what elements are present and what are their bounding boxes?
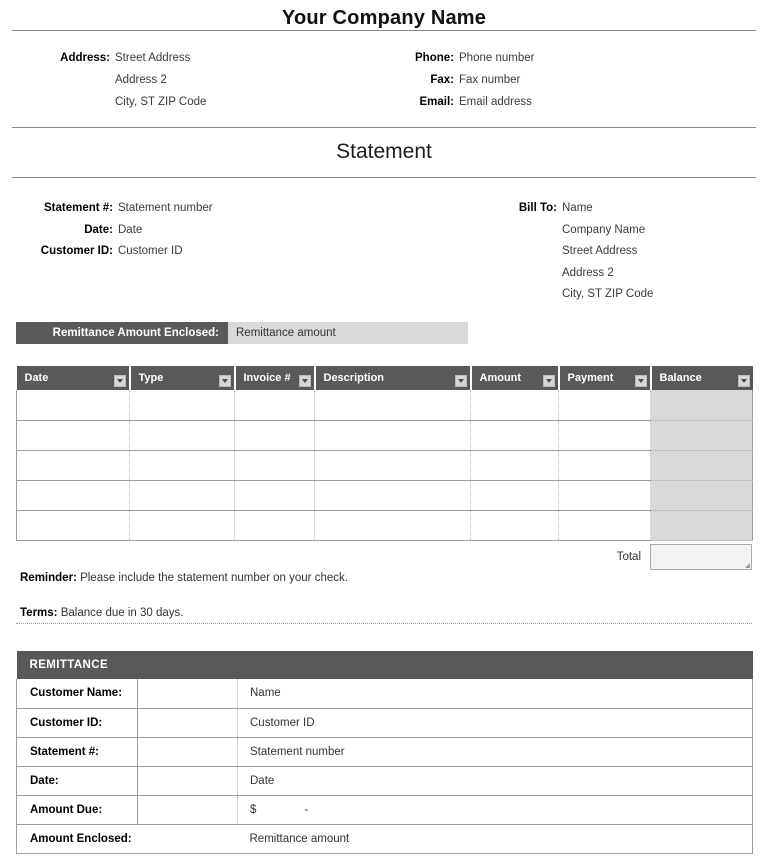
fax-value: Fax number [459,74,521,86]
cell-balance[interactable] [651,420,753,450]
remittance-table [16,651,753,854]
address-line-3: City, ST ZIP Code [115,96,207,108]
company-contact-block [0,31,768,127]
remittance-label-amount-enclosed: Amount Enclosed: [17,824,238,853]
filter-dropdown-icon-invoice[interactable] [299,375,311,387]
statement-date-row [0,220,500,242]
cell-amount[interactable] [471,420,559,450]
remittance-enclosed-bar [16,322,468,344]
terms-line [20,606,750,621]
bill-to-row-4 [500,263,768,285]
remittance-value-amount-enclosed[interactable]: Remittance amount [238,824,753,853]
table-row[interactable] [17,480,753,510]
bill-to-spacer-3 [500,263,562,285]
remittance-label-statement-number: Statement #: [17,737,138,766]
column-header-payment[interactable] [559,366,651,390]
column-header-description[interactable] [315,366,471,390]
cell-description[interactable] [315,450,471,480]
table-row[interactable] [17,510,753,540]
remittance-row-date [17,766,753,795]
cell-type[interactable] [130,390,235,420]
cell-invoice[interactable] [235,390,315,420]
cell-date[interactable] [17,480,130,510]
cell-amount[interactable] [471,480,559,510]
cell-payment[interactable] [559,480,651,510]
remittance-row-statement-number [17,737,753,766]
statement-date-label: Date: [84,223,113,236]
cell-date[interactable] [17,510,130,540]
cell-description[interactable] [315,390,471,420]
remittance-label-customer-id: Customer ID: [17,708,138,737]
table-header-row [17,366,753,390]
remittance-label-amount-due: Amount Due: [17,795,138,824]
terms-text: Balance due in 30 days. [60,607,184,619]
cell-description[interactable] [315,510,471,540]
total-label: Total [616,550,641,563]
cell-balance[interactable] [651,510,753,540]
reminder-line [20,571,750,586]
filter-dropdown-icon-date[interactable] [114,375,126,387]
remittance-heading: REMITTANCE [17,651,753,679]
address-label-spacer [0,69,115,91]
notes-block [20,571,750,641]
total-row [16,544,752,570]
filter-dropdown-icon-payment[interactable] [635,375,647,387]
cell-payment[interactable] [559,450,651,480]
column-header-date[interactable] [17,366,130,390]
line-items-table [16,366,752,570]
cell-type[interactable] [130,450,235,480]
address-row-2 [0,69,384,91]
remittance-gap-cell [138,737,238,766]
statement-number-value[interactable]: Statement number [118,202,213,214]
email-label: Email: [419,96,454,108]
email-value: Email address [459,96,532,108]
company-contact-column [384,47,768,113]
cell-description[interactable] [315,420,471,450]
remittance-gap-cell [138,708,238,737]
reminder-text: Please include the statement number on your check. [80,572,348,584]
cell-balance[interactable] [651,450,753,480]
cell-invoice[interactable] [235,450,315,480]
cell-type[interactable] [130,510,235,540]
remittance-label-customer-name: Customer Name: [17,679,138,708]
phone-value: Phone number [459,52,535,64]
column-header-amount[interactable] [471,366,559,390]
remittance-gap-cell [138,766,238,795]
remittance-value-amount-due[interactable] [238,795,753,824]
remittance-row-customer-name [17,679,753,708]
column-label-amount: Amount [479,372,522,384]
remittance-gap-cell [138,795,238,824]
bill-to-line-5: City, ST ZIP Code [562,288,654,300]
cell-type[interactable] [130,480,235,510]
filter-dropdown-icon-amount[interactable] [543,375,555,387]
phone-label: Phone: [415,52,454,64]
cell-balance[interactable] [651,390,753,420]
company-address-column [0,47,384,113]
cell-date[interactable] [17,390,130,420]
statement-fields-column [0,198,500,306]
table-row[interactable] [17,450,753,480]
address-label-spacer-2 [0,91,115,113]
statement-number-label: Statement #: [43,202,113,214]
column-label-invoice: Invoice # [243,372,291,384]
bill-to-spacer-4 [500,284,562,306]
email-row [384,91,768,113]
remittance-enclosed-label: Remittance Amount Enclosed: [16,322,228,344]
column-header-balance[interactable] [651,366,753,390]
cell-date[interactable] [17,420,130,450]
column-label-date: Date [24,372,49,384]
cell-invoice[interactable] [235,420,315,450]
cell-date[interactable] [17,450,130,480]
cell-amount[interactable] [471,390,559,420]
remittance-value-customer-name[interactable]: Name [238,679,753,708]
address-line-1: Street Address [115,52,191,64]
line-items-body [17,390,753,540]
cell-amount[interactable] [471,450,559,480]
remittance-section [16,651,752,854]
currency-symbol: $ [250,803,257,816]
statement-info-block [0,178,768,306]
bill-to-row-1 [500,198,768,220]
remittance-value-date[interactable]: Date [238,766,753,795]
address-label: Address: [60,52,110,64]
filter-dropdown-icon-description[interactable] [455,375,467,387]
address-line-2: Address 2 [115,74,167,86]
terms-label: Terms: [20,607,58,619]
fax-label: Fax: [430,74,454,86]
cell-type[interactable] [130,420,235,450]
customer-id-label: Customer ID: [40,245,113,257]
filter-dropdown-icon-type[interactable] [219,375,231,387]
total-value-box[interactable] [650,544,752,570]
column-header-invoice[interactable] [235,366,315,390]
cell-payment[interactable] [559,420,651,450]
bill-to-row-3 [500,241,768,263]
remittance-row-amount-enclosed [17,824,753,853]
remittance-row-customer-id [17,708,753,737]
table-row[interactable] [17,420,753,450]
column-header-type[interactable] [130,366,235,390]
column-label-payment: Payment [567,372,614,384]
address-row-1 [0,47,384,69]
bill-to-column [500,198,768,306]
cell-invoice[interactable] [235,510,315,540]
column-label-balance: Balance [659,372,702,384]
table-row[interactable] [17,390,753,420]
fax-row [384,69,768,91]
cell-payment[interactable] [559,390,651,420]
remittance-value-statement-number[interactable]: Statement number [238,737,753,766]
statement-date-value[interactable]: Date [118,223,143,236]
bill-to-line-4: Address 2 [562,266,614,279]
statement-number-row [0,198,500,220]
remittance-header-row [17,651,753,679]
bill-to-spacer-2 [500,241,562,263]
cell-description[interactable] [315,480,471,510]
bill-to-line-3: Street Address [562,245,638,257]
remittance-value-customer-id[interactable]: Customer ID [238,708,753,737]
statement-title: Statement [336,140,432,163]
amount-due-dash: - [304,803,309,816]
remittance-label-date: Date: [17,766,138,795]
customer-id-row [0,241,500,263]
bill-to-row-2 [500,220,768,242]
remittance-row-amount-due [17,795,753,824]
bill-to-line-1: Name [562,202,593,214]
cell-balance[interactable] [651,480,753,510]
tear-off-separator [16,623,752,624]
cell-amount[interactable] [471,510,559,540]
customer-id-value[interactable]: Customer ID [118,245,183,257]
bill-to-line-2: Company Name [562,223,646,236]
cell-invoice[interactable] [235,480,315,510]
remittance-enclosed-input[interactable]: Remittance amount [228,322,468,344]
column-label-description: Description [323,372,385,384]
company-name: Your Company Name [281,7,487,29]
column-label-type: Type [138,372,164,384]
phone-row [384,47,768,69]
bill-to-label: Bill To: [518,202,557,214]
bill-to-spacer-1 [500,220,562,242]
remittance-gap-cell [138,679,238,708]
reminder-label: Reminder: [20,572,77,584]
filter-dropdown-icon-balance[interactable] [738,375,750,387]
line-items-grid [16,366,753,541]
cell-payment[interactable] [559,510,651,540]
bill-to-row-5 [500,284,768,306]
address-row-3 [0,91,384,113]
